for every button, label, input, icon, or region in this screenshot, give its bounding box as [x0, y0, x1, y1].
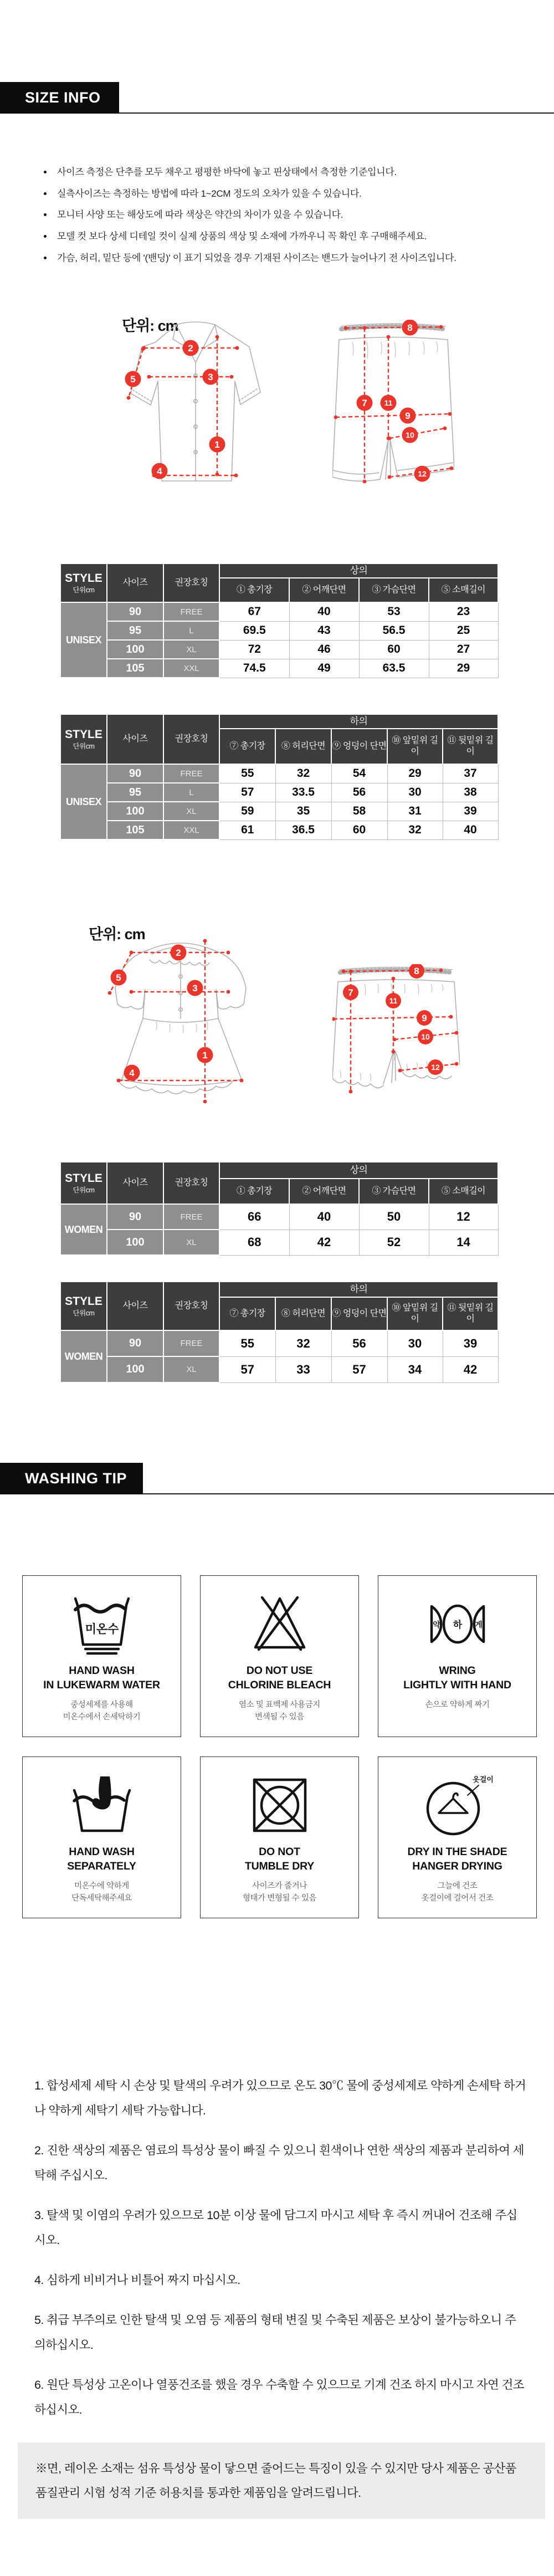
svg-text:9: 9: [422, 1013, 427, 1023]
care-notes: [34, 2073, 526, 2519]
fit-header-cell: 권장호칭: [163, 1282, 219, 1330]
wash-card-title: DRY IN THE SHADE HANGER DRYING: [407, 1846, 507, 1873]
measure-marker-7: [357, 395, 373, 411]
fit-cell: XL: [163, 640, 219, 659]
value-cell: 46: [289, 640, 359, 659]
column-header: ⑨ 엉덩이 단면: [331, 1297, 387, 1330]
value-cell: 30: [387, 1330, 443, 1356]
table-row: [60, 602, 498, 621]
value-cell: 42: [289, 1230, 359, 1255]
value-cell: 72: [219, 640, 289, 659]
wash-card-title: WRING LIGHTLY WITH HAND: [403, 1665, 511, 1692]
washing-tip-header: [0, 1463, 143, 1494]
column-header: ⑤ 소매길이: [429, 1179, 498, 1204]
measure-marker-5: [125, 371, 141, 387]
measure-marker-4: [152, 463, 168, 479]
women-top-size-table: [60, 1161, 499, 1256]
value-cell: 34: [387, 1356, 443, 1382]
care-note: 5. 취급 부주의로 인한 탈색 및 오염 등 제품의 형태 변질 및 수축된 제품은 보상이 불가능하오니 주의하십시오.: [34, 2313, 516, 2352]
table-row: [60, 1330, 498, 1356]
value-cell: 55: [219, 764, 275, 783]
size-cell: 95: [107, 621, 163, 640]
no-chlorine-bleach-icon: [201, 1589, 358, 1659]
svg-text:12: 12: [431, 1063, 440, 1072]
measure-marker-12: [428, 1059, 443, 1075]
table-row: [60, 783, 498, 802]
fit-header-cell: 권장호칭: [163, 1162, 219, 1204]
size-note-bullet: 모델 컷 보다 상세 디테일 컷이 실제 상품의 색상 및 소재에 가까우니 꼭 확인 후 구매해주세요.: [42, 232, 530, 242]
fit-cell: XL: [163, 1230, 219, 1255]
fabric-footnote: ※면, 레이온 소재는 섬유 특성상 물이 닿으면 줄어드는 특징이 있을 수 있지만 당사 제품은 공산품 품질관리 시험 성적 기준 허용치를 통과한 제품임을 알려드립니다.: [18, 2442, 545, 2519]
value-cell: 25: [429, 621, 498, 640]
value-cell: 54: [331, 764, 387, 783]
fit-cell: XXL: [163, 821, 219, 839]
fit-header-cell: 권장호칭: [163, 714, 219, 764]
value-cell: 74.5: [219, 659, 289, 678]
care-note: 6. 원단 특성상 고온이나 열풍건조를 했을 경우 수축할 수 있으므로 기계 건조 하지 마시고 자연 건조하십시오.: [34, 2378, 524, 2416]
unit-label: 단위: cm: [89, 926, 145, 943]
value-cell: 56.5: [359, 621, 429, 640]
no-tumble-dry-icon: [201, 1770, 358, 1840]
value-cell: 57: [219, 1356, 275, 1382]
part-header-cell: 상의: [219, 1162, 498, 1179]
table-row: [60, 640, 498, 659]
fit-cell: L: [163, 621, 219, 640]
wash-card-desc: 미온수에 약하게 단독세탁해주세요: [71, 1881, 132, 1903]
care-note: 3. 탈색 및 이염의 우려가 있으므로 10분 이상 물에 담그지 마시고 세탁 후 즉시 꺼내어 건조해 주십시오.: [34, 2209, 517, 2247]
column-header: ⑪ 뒷밑위 길이: [443, 729, 498, 764]
wash-card-title: HAND WASH IN LUKEWARM WATER: [43, 1665, 160, 1692]
table-row: [60, 659, 498, 678]
handwash-lukewarm-icon: [23, 1589, 181, 1659]
svg-text:하: 하: [453, 1620, 462, 1630]
wash-card-title: HAND WASH SEPARATELY: [67, 1846, 136, 1873]
women-bottom-size-table: [60, 1281, 499, 1383]
column-header: ⑨ 엉덩이 단면: [331, 729, 387, 764]
style-group-cell: WOMEN: [60, 1330, 107, 1382]
column-header: ⑧ 허리단면: [275, 729, 331, 764]
value-cell: 30: [387, 783, 443, 802]
shade-hanger-dry-icon: [378, 1770, 536, 1840]
measure-marker-10: [418, 1029, 433, 1044]
measure-marker-1: [209, 437, 225, 453]
style-header-cell: STYLE 단위cm: [60, 1282, 107, 1330]
size-cell: 100: [107, 1356, 163, 1382]
svg-text:5: 5: [116, 972, 121, 983]
size-header-cell: 사이즈: [107, 714, 163, 764]
table-row: [60, 802, 498, 821]
wring-lightly-icon: [378, 1589, 536, 1659]
value-cell: 23: [429, 602, 498, 621]
size-note-bullet: 모니터 사양 또는 해상도에 따라 색상은 약간의 차이가 있을 수 있습니다.: [42, 210, 530, 221]
style-header-cell: STYLE 단위cm: [60, 1162, 107, 1204]
style-group-cell: UNISEX: [60, 602, 107, 678]
value-cell: 56: [331, 1330, 387, 1356]
column-header: ⑦ 총기장: [219, 729, 275, 764]
size-header-cell: 사이즈: [107, 1162, 163, 1204]
size-cell: 100: [107, 802, 163, 821]
value-cell: 33: [275, 1356, 331, 1382]
size-cell: 95: [107, 783, 163, 802]
measure-marker-2: [171, 945, 187, 961]
value-cell: 59: [219, 802, 275, 821]
style-header-cell: STYLE 단위cm: [60, 564, 107, 602]
svg-text:8: 8: [407, 322, 413, 333]
svg-text:11: 11: [389, 996, 398, 1005]
size-cell: 90: [107, 602, 163, 621]
table-row: [60, 764, 498, 783]
column-header: ⑧ 허리단면: [275, 1297, 331, 1330]
column-header: ⑪ 뒷밑위 길이: [443, 1297, 498, 1330]
size-info-title: SIZE INFO: [25, 89, 101, 106]
measure-marker-9: [417, 1010, 432, 1026]
care-note: 4. 심하게 비비거나 비틀어 짜지 마십시오.: [34, 2273, 240, 2287]
style-group-cell: UNISEX: [60, 764, 107, 839]
table-row: [60, 1356, 498, 1382]
svg-text:5: 5: [130, 374, 136, 385]
part-header-cell: 상의: [219, 564, 498, 578]
value-cell: 39: [443, 1330, 498, 1356]
svg-text:10: 10: [406, 431, 414, 439]
size-cell: 100: [107, 640, 163, 659]
svg-text:1: 1: [214, 439, 220, 450]
svg-text:12: 12: [418, 469, 427, 478]
svg-text:2: 2: [176, 948, 181, 958]
column-header: ⑤ 소매길이: [429, 578, 498, 602]
fit-cell: FREE: [163, 1204, 219, 1230]
unisex-bottom-measure-diagram: [332, 320, 454, 486]
wash-card-desc: 염소 및 표백제 사용금지 변색될 수 있음: [239, 1700, 320, 1722]
measure-marker-4: [124, 1065, 140, 1081]
value-cell: 37: [443, 764, 498, 783]
value-cell: 32: [275, 1330, 331, 1356]
measure-marker-3: [187, 980, 203, 996]
svg-text:7: 7: [348, 987, 353, 998]
fit-cell: L: [163, 783, 219, 802]
size-header-cell: 사이즈: [107, 564, 163, 602]
svg-text:10: 10: [421, 1032, 430, 1041]
measure-marker-7: [343, 985, 358, 1000]
column-header: ⑦ 총기장: [219, 1297, 275, 1330]
part-header-cell: 하의: [219, 714, 498, 729]
unit-label: 단위: cm: [122, 317, 178, 334]
column-header: ② 어깨단면: [289, 1179, 359, 1204]
measure-marker-11: [381, 395, 397, 411]
value-cell: 56: [331, 783, 387, 802]
size-note-bullet: 가슴, 허리, 밑단 등에 '(밴딩)' 이 표기 되었을 경우 기재된 사이즈는 밴드가 늘어나기 전 사이즈입니다.: [42, 253, 530, 264]
wash-card-lukewarm: [22, 1575, 181, 1737]
svg-text:4: 4: [157, 466, 162, 477]
svg-text:옷걸이: 옷걸이: [472, 1775, 494, 1784]
style-header-cell: STYLE 단위cm: [60, 714, 107, 764]
value-cell: 35: [275, 802, 331, 821]
value-cell: 58: [331, 802, 387, 821]
svg-text:8: 8: [414, 966, 419, 976]
fit-cell: FREE: [163, 1330, 219, 1356]
column-header: ③ 가슴단면: [359, 578, 429, 602]
value-cell: 12: [429, 1204, 498, 1230]
value-cell: 69.5: [219, 621, 289, 640]
unisex-top-size-table: [60, 563, 499, 678]
column-header: ① 총기장: [219, 1179, 289, 1204]
value-cell: 68: [219, 1230, 289, 1255]
size-note-bullet: 사이즈 측정은 단추를 모두 채우고 평평한 바닥에 놓고 핀상태에서 측정한 기준입니다.: [42, 167, 530, 178]
value-cell: 61: [219, 821, 275, 839]
handwash-separately-icon: [23, 1770, 181, 1840]
wash-card-no-tumble-dry: [200, 1756, 359, 1918]
value-cell: 40: [289, 602, 359, 621]
value-cell: 29: [387, 764, 443, 783]
wash-card-title: DO NOT TUMBLE DRY: [244, 1846, 315, 1873]
women-top-measure-diagram: [103, 934, 258, 1106]
wash-card-separately: [22, 1756, 181, 1918]
svg-text:7: 7: [362, 398, 367, 408]
column-header: ⑩ 앞밑위 길이: [387, 1297, 443, 1330]
measure-marker-8: [409, 964, 424, 979]
part-header-cell: 하의: [219, 1282, 498, 1297]
wash-card-no-bleach: [200, 1575, 359, 1737]
value-cell: 63.5: [359, 659, 429, 678]
svg-text:9: 9: [405, 411, 411, 421]
value-cell: 67: [219, 602, 289, 621]
value-cell: 60: [331, 821, 387, 839]
fit-cell: XXL: [163, 659, 219, 678]
value-cell: 57: [219, 783, 275, 802]
style-group-cell: WOMEN: [60, 1204, 107, 1255]
svg-text:4: 4: [129, 1068, 135, 1078]
wash-card-wring: [378, 1575, 537, 1737]
wash-card-title: DO NOT USE CHLORINE BLEACH: [228, 1665, 331, 1692]
wash-card-desc: 손으로 약하게 짜기: [425, 1700, 490, 1709]
value-cell: 55: [219, 1330, 275, 1356]
size-cell: 90: [107, 1330, 163, 1356]
fit-header-cell: 권장호칭: [163, 564, 219, 602]
column-header: ① 총기장: [219, 578, 289, 602]
table-row: [60, 621, 498, 640]
value-cell: 50: [359, 1204, 429, 1230]
measure-marker-8: [402, 320, 418, 336]
value-cell: 52: [359, 1230, 429, 1255]
size-note-bullet: 실측사이즈는 측정하는 방법에 따라 1~2CM 정도의 오차가 있을 수 있습니다.: [42, 189, 530, 199]
value-cell: 42: [443, 1356, 498, 1382]
size-info-header: [0, 82, 119, 114]
size-cell: 105: [107, 821, 163, 839]
wash-card-desc: 중성세제를 사용해 미온수에서 손세탁하기: [63, 1700, 141, 1722]
unisex-bottom-size-table: [60, 714, 499, 840]
measure-marker-1: [197, 1047, 213, 1063]
washing-tip-title: WASHING TIP: [25, 1470, 127, 1487]
column-header: ③ 가슴단면: [359, 1179, 429, 1204]
wash-card-shade-dry: [378, 1756, 537, 1918]
table-row: [60, 1230, 498, 1255]
size-header-cell: 사이즈: [107, 1282, 163, 1330]
table-row: [60, 821, 498, 839]
value-cell: 32: [387, 821, 443, 839]
measure-marker-3: [203, 369, 219, 385]
size-cell: 100: [107, 1230, 163, 1255]
svg-text:3: 3: [192, 983, 198, 993]
value-cell: 31: [387, 802, 443, 821]
svg-text:11: 11: [384, 398, 393, 407]
value-cell: 43: [289, 621, 359, 640]
svg-text:3: 3: [208, 372, 213, 382]
column-header: ② 어깨단면: [289, 578, 359, 602]
fit-cell: FREE: [163, 764, 219, 783]
value-cell: 53: [359, 602, 429, 621]
value-cell: 32: [275, 764, 331, 783]
size-cell: 90: [107, 764, 163, 783]
value-cell: 39: [443, 802, 498, 821]
table-row: [60, 1204, 498, 1230]
value-cell: 40: [289, 1204, 359, 1230]
value-cell: 60: [359, 640, 429, 659]
value-cell: 49: [289, 659, 359, 678]
fit-cell: FREE: [163, 602, 219, 621]
fit-cell: XL: [163, 1356, 219, 1382]
value-cell: 29: [429, 659, 498, 678]
column-header: ⑩ 앞밑위 길이: [387, 729, 443, 764]
measure-marker-9: [400, 408, 416, 424]
women-bottom-measure-diagram: [332, 964, 460, 1100]
measure-marker-2: [183, 340, 199, 356]
svg-text:약: 약: [432, 1620, 440, 1629]
care-note: 1. 합성세제 세탁 시 손상 및 탈색의 우려가 있으므로 온도 30℃ 물에 중성세제로 약하게 손세탁 하거나 약하게 세탁기 세탁 가능합니다.: [34, 2079, 526, 2117]
value-cell: 27: [429, 640, 498, 659]
size-notes-list: [42, 167, 530, 274]
svg-text:게: 게: [474, 1620, 483, 1629]
svg-text:2: 2: [188, 343, 193, 354]
value-cell: 66: [219, 1204, 289, 1230]
svg-text:미온수: 미온수: [85, 1623, 119, 1636]
size-cell: 90: [107, 1204, 163, 1230]
care-note: 2. 진한 색상의 제품은 염료의 특성상 물이 빠질 수 있으니 흰색이나 연한 색상의 제품과 분리하여 세탁해 주십시오.: [34, 2144, 524, 2182]
value-cell: 36.5: [275, 821, 331, 839]
value-cell: 33.5: [275, 783, 331, 802]
value-cell: 38: [443, 783, 498, 802]
measure-marker-12: [414, 466, 430, 482]
size-cell: 105: [107, 659, 163, 678]
unisex-top-measure-diagram: [123, 315, 267, 492]
measure-marker-11: [386, 993, 401, 1008]
fit-cell: XL: [163, 802, 219, 821]
value-cell: 14: [429, 1230, 498, 1255]
svg-text:1: 1: [202, 1050, 208, 1061]
value-cell: 57: [331, 1356, 387, 1382]
wash-card-desc: 사이즈가 줄거나 형태가 변형될 수 있음: [242, 1881, 317, 1903]
value-cell: 40: [443, 821, 498, 839]
measure-marker-10: [402, 427, 418, 443]
measure-marker-5: [111, 970, 127, 986]
wash-card-desc: 그늘에 건조 옷걸이에 걸어서 건조: [421, 1881, 494, 1903]
